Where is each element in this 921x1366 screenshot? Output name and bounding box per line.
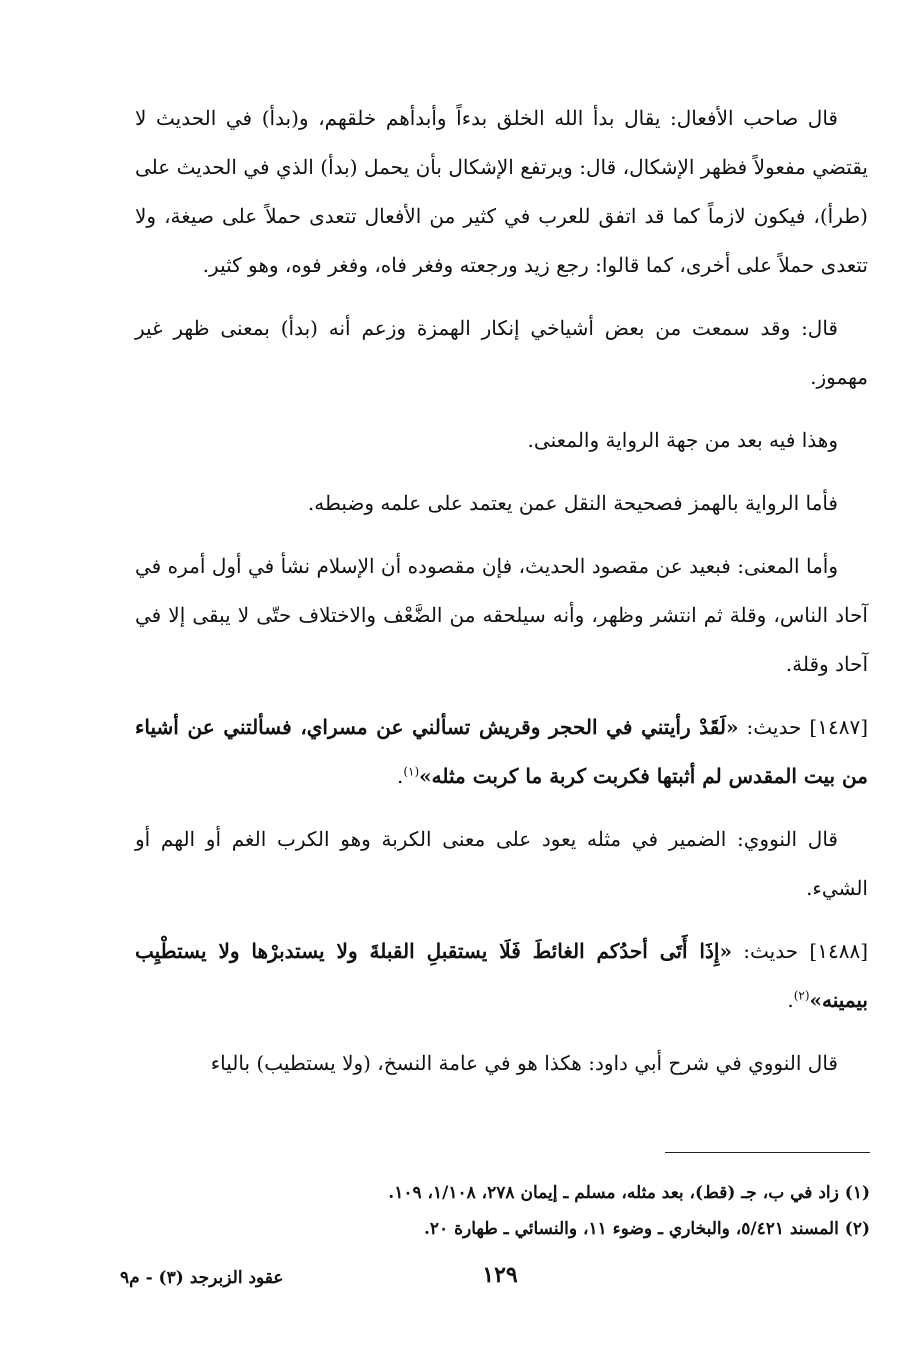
paragraph-shuyukh: قال: وقد سمعت من بعض أشياخي إنكار الهمزة وزعم أنه (بدأ) بمعنى ظهر غير مهموز.: [135, 316, 868, 389]
paragraph-riwaya: فأما الرواية بالهمز فصحيحة النقل عمن يعتمد على علمه وضبطه.: [307, 491, 838, 515]
footnote-1: (١) زاد في ب، جـ (قط)، بعد مثله، مسلم ـ إيمان ٢٧٨، ١/١٠٨، ١٠٩.: [388, 1183, 870, 1203]
hadith-label: حديث:: [743, 939, 799, 963]
footnote-2: (٢) المسند ٥/٤٢١، والبخاري ـ وضوء ١١، والنسائي ـ طهارة ٢٠.: [424, 1219, 870, 1239]
full-stop: .: [787, 988, 794, 1012]
paragraph-nawawi-1: قال النووي: الضمير في مثله يعود على معنى الكربة وهو الكرب الغم أو الهم أو الشيء.: [135, 827, 868, 900]
hadith-text: «لَقَدْ رأيتني في الحجر وقريش تسألني عن مسراي، فسألتني عن أشياء من بيت المقدس لم أثبتها فكربت كربة ما كربت مثله»: [135, 715, 868, 788]
footnote-ref: (١): [403, 764, 420, 779]
hadith-1488: [135, 927, 868, 1025]
book-signature: عقود الزبرجد (٣) - م٩: [120, 1268, 284, 1288]
hadith-number: [١٤٨٧]: [809, 715, 869, 739]
paragraph-mana: وأما المعنى: فبعيد عن مقصود الحديث، فإن مقصوده أن الإسلام نشأ في أول أمره في آحاد الناس، وقلة ثم انتشر وظهر، وأنه سيلحقه من الضَّعْف والاختلاف حتّى لا يبقى إلا في آحاد وقلة.: [135, 554, 868, 676]
page-footer: [120, 1262, 880, 1302]
hadith-label: حديث:: [746, 715, 802, 739]
footnote-separator: [665, 1152, 870, 1153]
page-number: ١٢٩: [482, 1262, 518, 1288]
hadith-text: «إِذَا أَتَى أحدُكم الغائطَ فَلَا يستقبلِ القبلةَ ولا يستدبرْها ولا يستطْيِب بيمينه»: [135, 939, 868, 1012]
main-text-block: [135, 94, 868, 1102]
paragraph-buud: وهذا فيه بعد من جهة الرواية والمعنى.: [527, 428, 838, 452]
hadith-number: [١٤٨٨]: [809, 939, 869, 963]
footnotes: [160, 1175, 870, 1247]
hadith-1487: [135, 703, 868, 801]
footnote-ref: (٢): [793, 988, 810, 1003]
full-stop: .: [396, 764, 404, 788]
paragraph-nawawi-2: قال النووي في شرح أبي داود: هكذا هو في عامة النسخ، (ولا يستطيب) بالياء: [210, 1051, 838, 1075]
paragraph-afal: قال صاحب الأفعال: يقال بدأ الله الخلق بدءاً وأبدأهم خلقهم، و(بدأ) في الحديث لا يقتضي مفعولاً فظهر الإشكال، قال: ويرتفع الإشكال بأن يحمل (بدأ) الذي في الحديث على (طرأ)، فيكون لازماً كما قد اتفق للعرب في كثير من الأفعال تتعدى حملاً على صيغة، ولا تتعدى حملاً على أخرى، كما قالوا: رجع زيد ورجعته وفغر فاه، وفغر فوه، وهو كثير.: [135, 106, 868, 277]
